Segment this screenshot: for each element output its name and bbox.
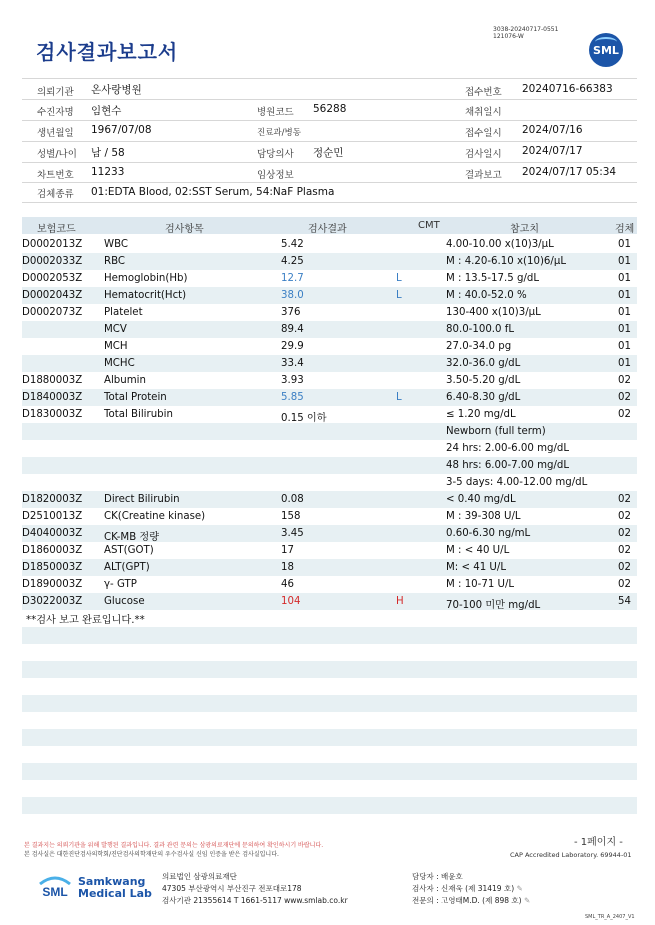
table-cell-item: CK-MB 정량 xyxy=(104,532,160,543)
table-cell-result: 5.42 xyxy=(281,239,304,250)
cap-accreditation: CAP Accredited Laboratory. 69944-01 xyxy=(510,851,632,859)
table-cell-item: CK(Creatine kinase) xyxy=(104,511,206,522)
table-cell-result: 104 xyxy=(281,596,301,607)
col-header-specimen: 검체 xyxy=(615,224,635,235)
test-date-label: 검사일시 xyxy=(465,149,502,160)
table-cell-item: MCV xyxy=(104,324,127,335)
table-row-stripe xyxy=(22,627,637,644)
table-cell-ref: 32.0-36.0 g/dL xyxy=(446,358,521,369)
table-cell-item: Direct Bilirubin xyxy=(104,494,180,505)
receipt-date-value: 2024/07/16 xyxy=(522,124,583,136)
table-cell-spec: 02 xyxy=(618,392,631,403)
table-cell-code: D2510013Z xyxy=(22,511,83,522)
table-cell-ref: < 0.40 mg/dL xyxy=(446,494,516,505)
table-cell-ref: M : 40.0-52.0 % xyxy=(446,290,527,301)
svg-text:SML: SML xyxy=(42,885,68,899)
lab-name xyxy=(78,876,152,900)
report-date-value: 2024/07/17 05:34 xyxy=(522,166,617,178)
table-cell-ref: 4.00-10.00 x(10)3/μL xyxy=(446,239,554,250)
table-row-stripe xyxy=(22,695,637,712)
requester-label: 의뢰기관 xyxy=(37,87,74,98)
dept-label: 진료과/병동 xyxy=(257,128,301,138)
table-cell-item: RBC xyxy=(104,256,126,267)
report-complete-note: **검사 보고 완료입니다.** xyxy=(26,615,145,626)
table-cell-code: D0002013Z xyxy=(22,239,83,250)
page-title: 검사결과보고서 xyxy=(36,40,179,64)
chart-no-value: 11233 xyxy=(91,166,125,178)
table-cell-result: 3.93 xyxy=(281,375,304,386)
table-cell-flag: H xyxy=(396,596,404,607)
birth-value: 1967/07/08 xyxy=(91,124,152,136)
table-cell-result: 3.45 xyxy=(281,528,304,539)
table-cell-item: WBC xyxy=(104,239,128,250)
table-cell-ref: 24 hrs: 2.00-6.00 mg/dL xyxy=(446,443,570,454)
table-cell-spec: 02 xyxy=(618,494,631,505)
table-cell-result: 29.9 xyxy=(281,341,304,352)
hospital-code-label: 병원코드 xyxy=(257,107,294,118)
table-cell-ref: 6.40-8.30 g/dL xyxy=(446,392,521,403)
form-version: SML_TR_A_2407_V1 xyxy=(585,914,635,920)
table-cell-item: Hematocrit(Hct) xyxy=(104,290,187,301)
receipt-date-label: 접수일시 xyxy=(465,128,502,139)
table-cell-item: Total Protein xyxy=(104,392,167,403)
table-cell-code: D4040003Z xyxy=(22,528,83,539)
clinical-label: 임상정보 xyxy=(257,170,294,181)
samkwang-logo-icon xyxy=(36,872,74,905)
lab-address-line2: 47305 부산광역시 부산진구 전포대로178 xyxy=(162,884,302,893)
table-cell-result: 4.25 xyxy=(281,256,304,267)
table-cell-spec: 02 xyxy=(618,562,631,573)
table-row-stripe xyxy=(22,661,637,678)
table-cell-ref: 80.0-100.0 fL xyxy=(446,324,515,335)
table-cell-result: 38.0 xyxy=(281,290,304,301)
table-cell-result: 0.08 xyxy=(281,494,304,505)
table-cell-spec: 01 xyxy=(618,290,631,301)
document-id xyxy=(493,26,558,40)
table-cell-result: 33.4 xyxy=(281,358,304,369)
table-cell-result: 158 xyxy=(281,511,301,522)
col-header-code: 보험코드 xyxy=(37,224,76,235)
table-cell-ref: M : 4.20-6.10 x(10)6/μL xyxy=(446,256,566,267)
table-cell-item: γ- GTP xyxy=(104,579,137,590)
lab-name-line1: Samkwang xyxy=(78,875,146,888)
table-cell-flag: L xyxy=(396,290,402,301)
table-cell-item: Hemoglobin(Hb) xyxy=(104,273,188,284)
receipt-no-label: 접수번호 xyxy=(465,87,502,98)
table-cell-flag: L xyxy=(396,273,402,284)
table-cell-item: Glucose xyxy=(104,596,145,607)
table-cell-code: D0002073Z xyxy=(22,307,83,318)
col-header-result: 검사결과 xyxy=(308,224,347,235)
document-id-line1: 3038-20240717-0551 xyxy=(493,26,559,33)
table-cell-spec: 02 xyxy=(618,528,631,539)
table-cell-result: 46 xyxy=(281,579,294,590)
patient-label: 수진자명 xyxy=(37,107,74,118)
sml-logo-text: SML xyxy=(593,43,619,57)
signatory-specialist: 전문의 : 고영태M.D. (제 898 호) ✎ xyxy=(412,896,531,905)
sml-logo-icon xyxy=(589,33,623,67)
col-header-item: 검사항목 xyxy=(165,224,204,235)
table-cell-item: AST(GOT) xyxy=(104,545,154,556)
table-cell-code: D1850003Z xyxy=(22,562,83,573)
table-cell-result: 376 xyxy=(281,307,301,318)
collect-date-label: 채취일시 xyxy=(465,107,502,118)
signatory-manager: 담당자 : 배윤호 xyxy=(412,872,463,881)
doctor-value: 정순민 xyxy=(313,147,344,159)
birth-label: 생년월일 xyxy=(37,128,74,139)
notice-accreditation: 본 검사실은 대한진단검사의학회/진단검사의학재단의 우수검사실 신임 인증을 받은 검사실입니다. xyxy=(24,851,279,858)
chart-no-label: 차트번호 xyxy=(37,170,74,181)
table-cell-ref: M : 13.5-17.5 g/dL xyxy=(446,273,540,284)
table-cell-spec: 01 xyxy=(618,358,631,369)
table-cell-spec: 02 xyxy=(618,579,631,590)
table-row-stripe xyxy=(22,797,637,814)
patient-value: 임현수 xyxy=(91,105,122,117)
table-cell-code: D0002043Z xyxy=(22,290,83,301)
sex-age-value: 남 / 58 xyxy=(91,147,125,159)
table-cell-ref: Newborn (full term) xyxy=(446,426,546,437)
table-cell-result: 17 xyxy=(281,545,294,556)
test-date-value: 2024/07/17 xyxy=(522,145,583,157)
table-cell-ref: 0.60-6.30 ng/mL xyxy=(446,528,531,539)
table-cell-ref: 48 hrs: 6.00-7.00 mg/dL xyxy=(446,460,570,471)
table-cell-result: 12.7 xyxy=(281,273,304,284)
table-cell-item: Albumin xyxy=(104,375,146,386)
table-cell-code: D1830003Z xyxy=(22,409,83,420)
table-cell-ref: 3.50-5.20 g/dL xyxy=(446,375,521,386)
table-cell-code: D1860003Z xyxy=(22,545,83,556)
table-cell-spec: 02 xyxy=(618,409,631,420)
lab-address xyxy=(162,871,348,907)
table-cell-ref: 70-100 미만 mg/dL xyxy=(446,600,541,611)
table-cell-spec: 01 xyxy=(618,341,631,352)
table-cell-ref: 3-5 days: 4.00-12.00 mg/dL xyxy=(446,477,588,488)
table-cell-ref: M : < 40 U/L xyxy=(446,545,510,556)
table-cell-item: Total Bilirubin xyxy=(104,409,173,420)
table-cell-code: D1880003Z xyxy=(22,375,83,386)
table-cell-spec: 01 xyxy=(618,324,631,335)
table-cell-result: 89.4 xyxy=(281,324,304,335)
table-cell-spec: 01 xyxy=(618,239,631,250)
table-cell-spec: 02 xyxy=(618,545,631,556)
report-date-label: 결과보고 xyxy=(465,170,502,181)
lab-address-line3: 검사기관 21355614 T 1661-5117 www.smlab.co.kr xyxy=(162,896,348,905)
table-cell-ref: M: < 41 U/L xyxy=(446,562,507,573)
table-cell-spec: 02 xyxy=(618,511,631,522)
table-cell-code: D0002033Z xyxy=(22,256,83,267)
table-cell-ref: M : 39-308 U/L xyxy=(446,511,521,522)
table-cell-spec: 01 xyxy=(618,307,631,318)
table-cell-item: Platelet xyxy=(104,307,143,318)
page-number: - 1페이지 - xyxy=(574,837,623,848)
table-cell-spec: 01 xyxy=(618,273,631,284)
table-cell-item: MCHC xyxy=(104,358,135,369)
table-cell-flag: L xyxy=(396,392,402,403)
col-header-ref: 참고치 xyxy=(510,224,539,235)
doctor-label: 담당의사 xyxy=(257,149,294,160)
table-row-stripe xyxy=(22,729,637,746)
table-cell-spec: 01 xyxy=(618,256,631,267)
sex-age-label: 성별/나이 xyxy=(37,149,77,160)
table-cell-ref: 27.0-34.0 pg xyxy=(446,341,512,352)
table-cell-spec: 02 xyxy=(618,375,631,386)
notice-red: 본 결과지는 의뢰기관을 위해 발행된 결과입니다. 결과 관련 문의는 삼광의료재단에 문의하여 확인하시기 바랍니다. xyxy=(24,842,324,849)
table-cell-code: D1820003Z xyxy=(22,494,83,505)
table-cell-ref: M : 10-71 U/L xyxy=(446,579,515,590)
signatory-tester: 검사자 : 신재욱 (제 31419 호) ✎ xyxy=(412,884,523,893)
hospital-code-value: 56288 xyxy=(313,103,347,115)
table-cell-code: D1840003Z xyxy=(22,392,83,403)
table-cell-item: MCH xyxy=(104,341,128,352)
table-cell-result: 5.85 xyxy=(281,392,304,403)
table-cell-result: 0.15 이하 xyxy=(281,413,327,424)
col-header-cmt: CMT xyxy=(418,220,440,231)
table-cell-code: D0002053Z xyxy=(22,273,83,284)
document-id-line2: 121076-W xyxy=(493,33,524,40)
table-cell-code: D1890003Z xyxy=(22,579,83,590)
table-cell-ref: 130-400 x(10)3/μL xyxy=(446,307,541,318)
table-row-stripe xyxy=(22,763,637,780)
table-cell-item: ALT(GPT) xyxy=(104,562,150,573)
table-cell-code: D3022003Z xyxy=(22,596,83,607)
requester-value: 온사랑병원 xyxy=(91,84,142,96)
table-cell-spec: 54 xyxy=(618,596,631,607)
signatories xyxy=(412,871,530,907)
table-cell-result: 18 xyxy=(281,562,294,573)
lab-address-line1: 의료법인 삼광의료재단 xyxy=(162,872,237,881)
receipt-no-value: 20240716-66383 xyxy=(522,83,613,95)
specimen-label: 검체종류 xyxy=(37,189,74,200)
lab-name-line2: Medical Lab xyxy=(78,887,152,900)
specimen-value: 01:EDTA Blood, 02:SST Serum, 54:NaF Plasma xyxy=(91,186,335,198)
table-cell-ref: ≤ 1.20 mg/dL xyxy=(446,409,516,420)
